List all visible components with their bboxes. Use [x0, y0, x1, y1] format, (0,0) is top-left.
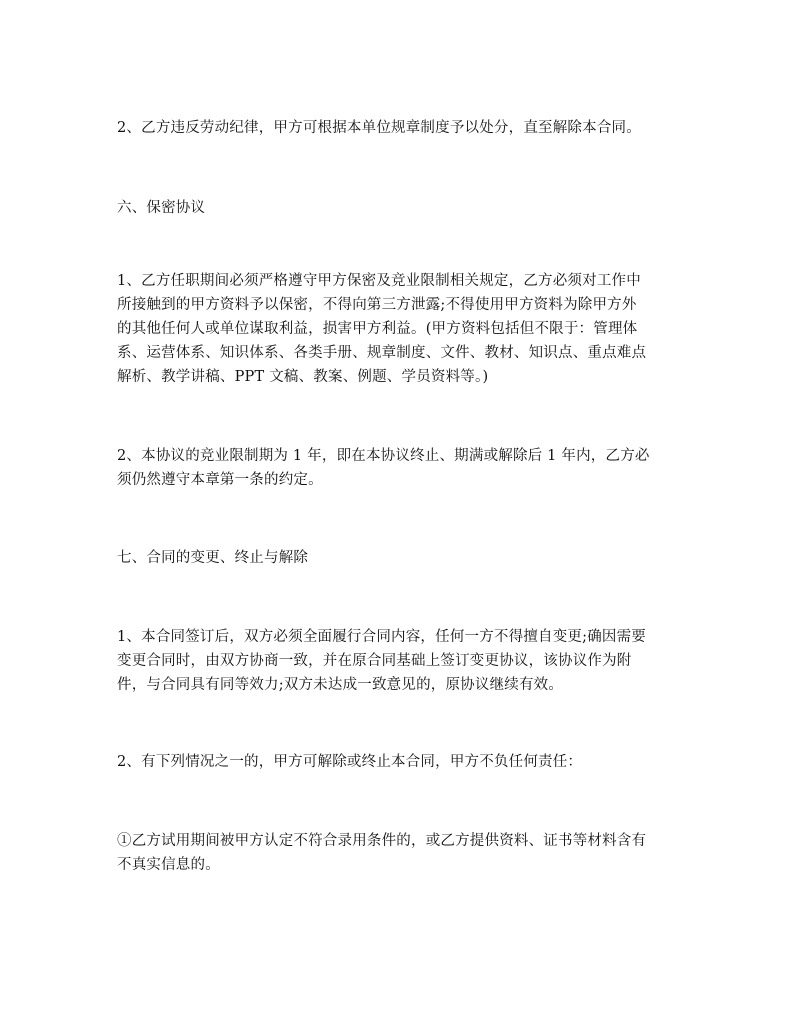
clause-6-1	[117, 269, 692, 389]
text-line: 1、本合同签订后，双方必须全面履行合同内容，任何一方不得擅自变更;确因需要	[117, 629, 647, 645]
text-line: 2、本协议的竞业限制期为 1 年，即在本协议终止、期满或解除后 1 年内，乙方必	[117, 448, 650, 464]
text-line: 不真实信息的。	[117, 857, 220, 873]
text-line: 系、运营体系、知识体系、各类手册、规章制度、文件、教材、知识点、重点难点	[117, 345, 647, 361]
clause-7-2-item-1	[117, 829, 692, 877]
text-line: ①乙方试用期间被甲方认定不符合录用条件的，或乙方提供资料、证书等材料含有	[117, 833, 647, 849]
text-line: 2、乙方违反劳动纪律，甲方可根据本单位规章制度予以处分，直至解除本合同。	[117, 120, 641, 136]
clause-7-2	[117, 750, 692, 774]
clause-5-2	[117, 116, 692, 140]
section-6-heading	[117, 196, 692, 220]
text-line: 须仍然遵守本章第一条的约定。	[117, 472, 323, 488]
text-line: 1、乙方任职期间必须严格遵守甲方保密及竞业限制相关规定，乙方必须对工作中	[117, 273, 641, 289]
clause-6-2	[117, 444, 692, 492]
text-line: 变更合同时，由双方协商一致，并在原合同基础上签订变更协议，该协议作为附	[117, 653, 632, 669]
clause-7-1	[117, 625, 692, 697]
text-line: 件，与合同具有同等效力;双方未达成一致意见的，原协议继续有效。	[117, 677, 564, 693]
text-line: 的其他任何人或单位谋取利益，损害甲方利益。(甲方资料包括但不限于：管理体	[117, 321, 638, 337]
text-line: 七、合同的变更、终止与解除	[117, 550, 309, 566]
section-7-heading	[117, 546, 692, 570]
text-line: 解析、教学讲稿、PPT 文稿、教案、例题、学员资料等。)	[117, 369, 489, 385]
text-line: 所接触到的甲方资料予以保密，不得向第三方泄露;不得使用甲方资料为除甲方外	[117, 297, 637, 313]
text-line: 六、保密协议	[117, 200, 206, 216]
text-line: 2、有下列情况之一的，甲方可解除或终止本合同，甲方不负任何责任：	[117, 754, 583, 770]
